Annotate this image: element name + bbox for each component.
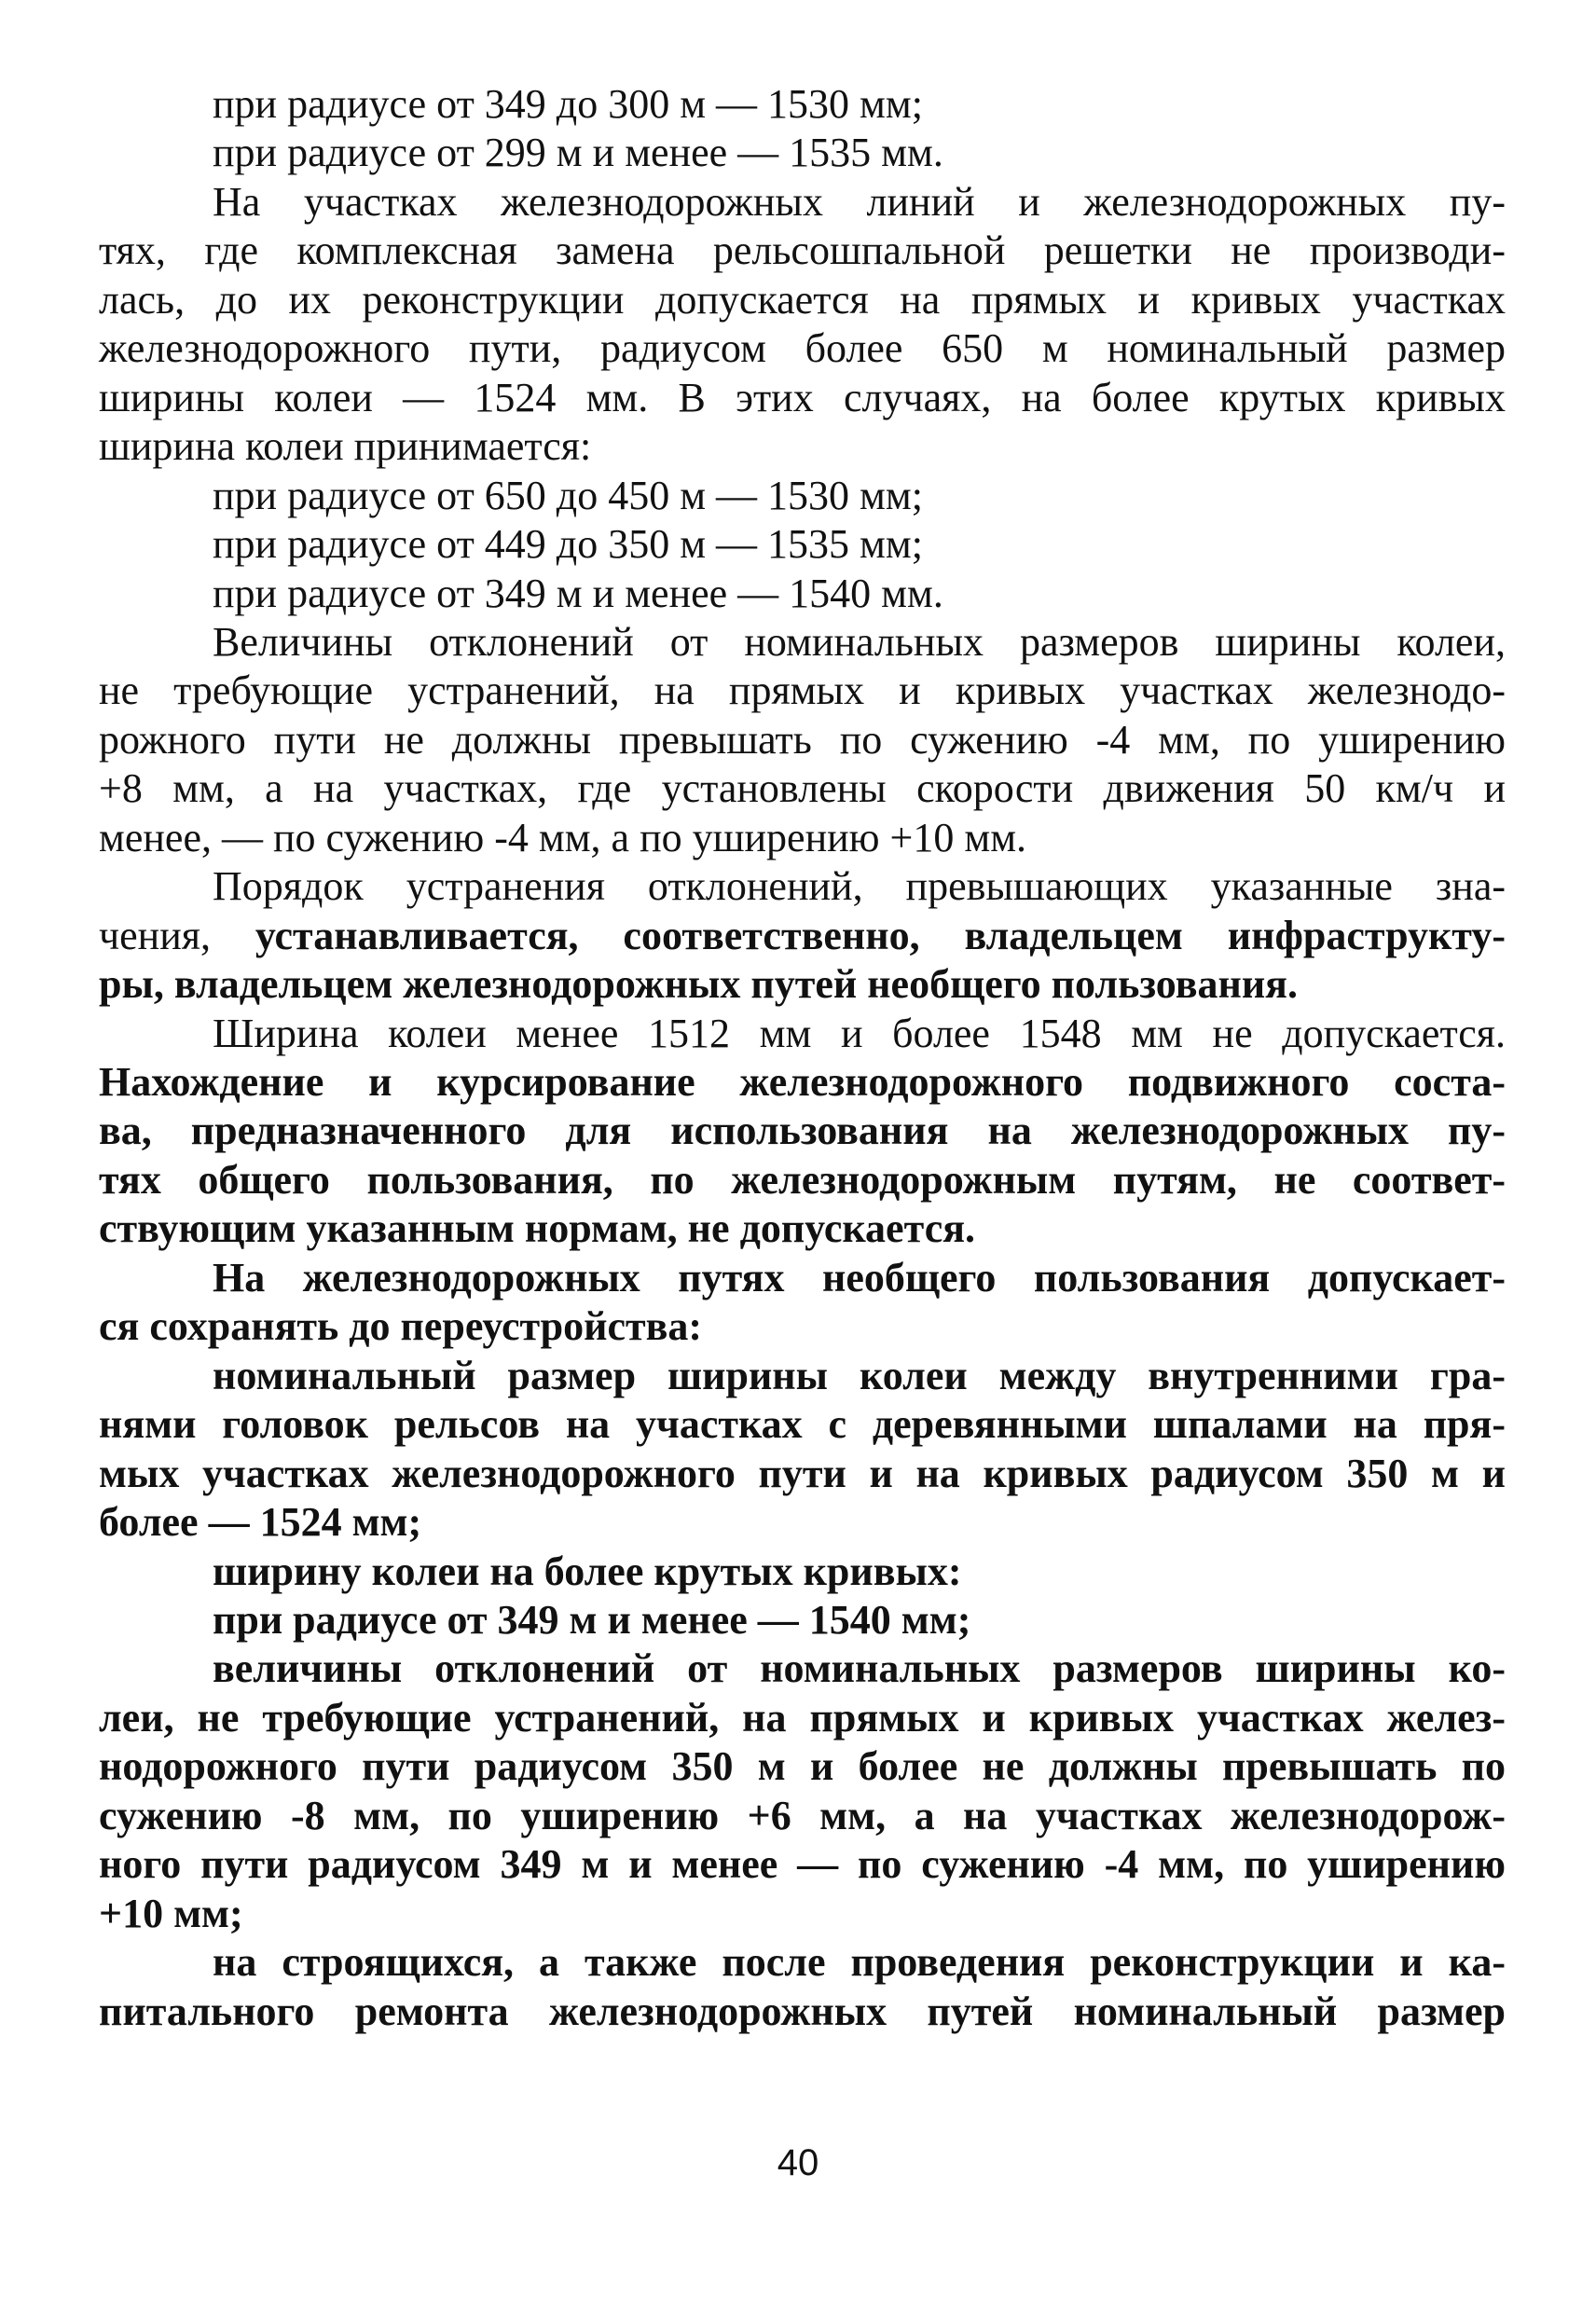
text-line: На участках железнодорожных линий и железнодорожных пу- [213, 178, 1506, 225]
text-line: ся сохранять до переустройства: [99, 1303, 703, 1350]
text-line: леи, не требующие устранений, на прямых и кривых участках желез- [99, 1694, 1506, 1741]
text-line: нодорожного пути радиусом 350 м и более не должны превышать по [99, 1743, 1506, 1790]
text-line: +8 мм, а на участках, где установлены скорости движения 50 км/ч и [99, 765, 1506, 812]
text-line: тях, где комплексная замена рельсошпальной решетки не производи- [99, 227, 1506, 274]
text-line: при радиусе от 349 до 300 м — 1530 мм; [213, 81, 923, 127]
text-line: Величины отклонений от номинальных размеров ширины колеи, [213, 618, 1506, 665]
text-line: ва, предназначенного для использования на железнодорожных пу- [99, 1108, 1506, 1154]
text-line: сужению -8 мм, по уширению +6 мм, а на участках железнодорож- [99, 1792, 1506, 1838]
text-line: Нахождение и курсирование железнодорожного подвижного соста- [99, 1059, 1506, 1105]
text-line: при радиусе от 299 м и менее — 1535 мм. [213, 130, 943, 176]
page-number: 40 [777, 2142, 819, 2183]
text-line: ного пути радиусом 349 м и менее — по сужению -4 мм, по уширению [99, 1841, 1506, 1888]
text-line: лась, до их реконструкции допускается на прямых и кривых участках [99, 276, 1506, 323]
text-line: менее, — по сужению -4 мм, а по уширению +10 мм. [99, 814, 1027, 860]
text-line: при радиусе от 349 м и менее — 1540 мм; [213, 1596, 971, 1643]
text-line: ширину колеи на более крутых кривых: [213, 1548, 962, 1594]
text-line: ры, владельцем железнодорожных путей необщего пользования. [99, 961, 1298, 1008]
text-line: на строящихся, а также после проведения реконструкции и ка- [213, 1939, 1506, 1986]
text-line: Ширина колеи менее 1512 мм и более 1548 мм не допускается. [213, 1010, 1506, 1056]
text-line: железнодорожного пути, радиусом более 650 м номинальный размер [99, 325, 1506, 372]
text-line: рожного пути не должны превышать по сужению -4 мм, по уширению [99, 716, 1506, 763]
text-line: тях общего пользования, по железнодорожным путям, не соответ- [99, 1156, 1506, 1203]
text-line: величины отклонений от номинальных размеров ширины ко- [213, 1645, 1506, 1692]
text-line: На железнодорожных путях необщего пользования допускает- [213, 1254, 1506, 1300]
text-line: ширина колеи принимается: [99, 423, 592, 470]
text-line: питального ремонта железнодорожных путей номинальный размер [99, 1988, 1506, 2034]
text-line: ствующим указанным нормам, не допускается. [99, 1205, 976, 1252]
text-line: чения, устанавливается, соответственно, владельцем инфраструкту- [99, 912, 1506, 958]
text-line: номинальный размер ширины колеи между внутренними гра- [213, 1352, 1506, 1398]
text-line: Порядок устранения отклонений, превышающих указанные зна- [213, 863, 1506, 910]
text-line: мых участках железнодорожного пути и на кривых радиусом 350 м и [99, 1450, 1506, 1496]
text-line: при радиусе от 449 до 350 м — 1535 мм; [213, 521, 923, 568]
text-line: ширины колеи — 1524 мм. В этих случаях, на более крутых кривых [99, 374, 1506, 420]
text-line: при радиусе от 349 м и менее — 1540 мм. [213, 570, 943, 616]
text-line: при радиусе от 650 до 450 м — 1530 мм; [213, 472, 923, 518]
text-line: нями головок рельсов на участках с деревянными шпалами на пря- [99, 1401, 1506, 1448]
text-line: более — 1524 мм; [99, 1499, 422, 1546]
text-line: не требующие устранений, на прямых и кривых участках железнодо- [99, 667, 1506, 714]
text-line: +10 мм; [99, 1890, 243, 1936]
